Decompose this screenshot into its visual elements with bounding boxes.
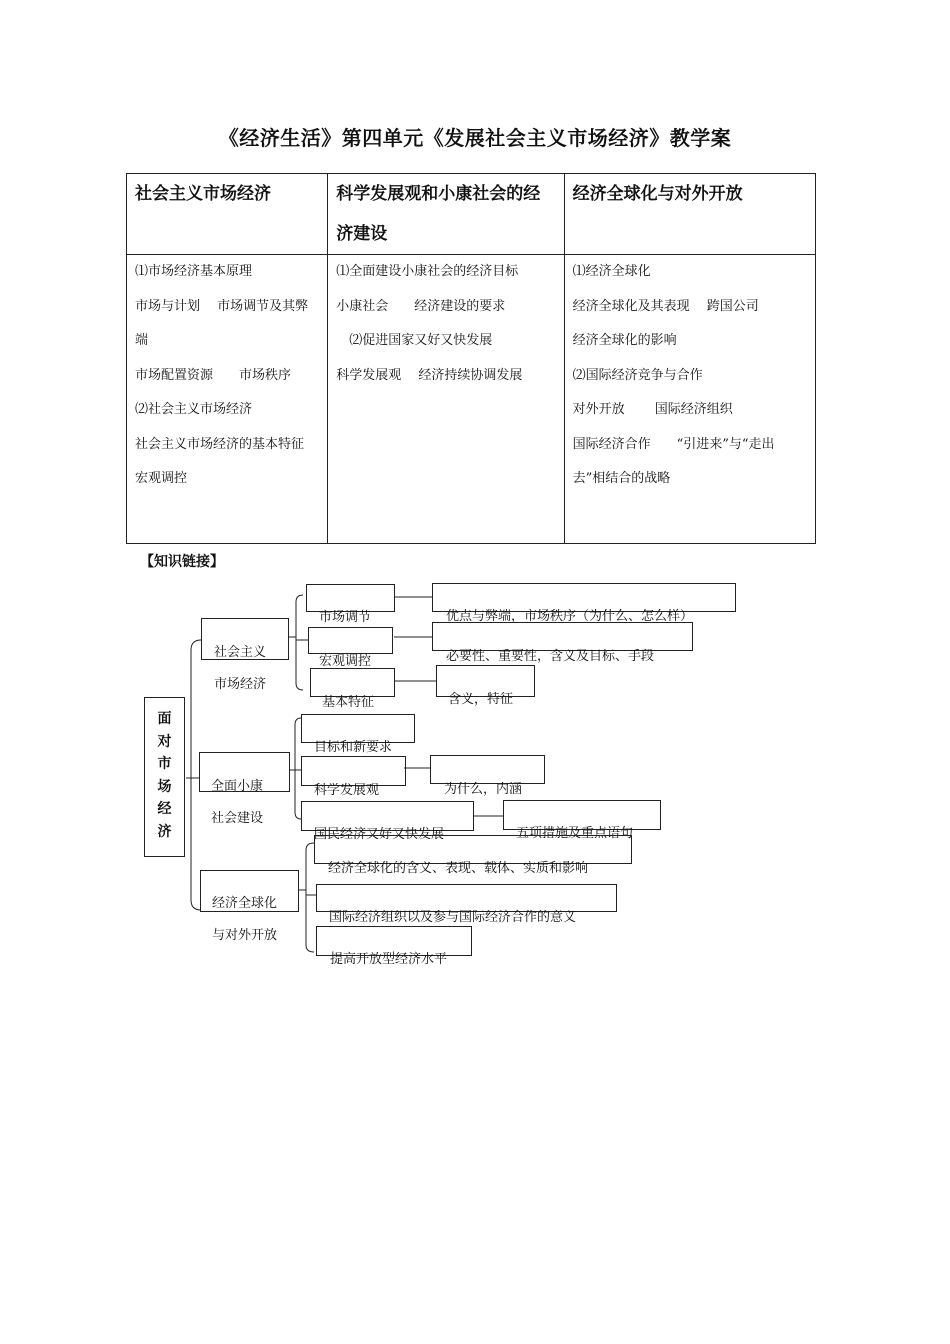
list-item: 宏观调控 bbox=[135, 471, 188, 486]
list-item: ⑵国际经济竞争与合作 bbox=[572, 367, 703, 383]
diagram-root bbox=[144, 697, 185, 857]
node-globalization-meaning: 经济全球化的含义、表现、载体、实质和影响 bbox=[328, 861, 589, 876]
detail-economy-development: 五项措施及重点语句 bbox=[516, 826, 634, 841]
list-item: ⑴全面建设小康社会的经济目标 bbox=[336, 264, 519, 279]
node-economy-development: 国民经济又好又快发展 bbox=[314, 827, 445, 842]
list-item: 市场配置资源 市场秩序 bbox=[135, 367, 292, 383]
table-header-globalization: 经济全球化与对外开放 bbox=[564, 174, 815, 255]
branch-market-economy-line2: 市场经济 bbox=[214, 677, 267, 692]
list-item: 市场与计划 市场调节及其弊端 bbox=[135, 298, 309, 348]
branch-globalization-line2: 与对外开放 bbox=[212, 928, 278, 943]
list-item: 经济全球化的影响 bbox=[572, 333, 677, 348]
detail-scientific-outlook: 为什么，内涵 bbox=[444, 782, 523, 797]
list-item: 科学发展观 经济持续协调发展 bbox=[336, 367, 523, 383]
list-item: 社会主义市场经济的基本特征 bbox=[135, 436, 305, 452]
detail-market-regulation: 优点与弊端，市场秩序（为什么、怎么样） bbox=[446, 609, 694, 624]
list-item: ⑴经济全球化 bbox=[572, 264, 651, 279]
list-item: ⑵社会主义市场经济 bbox=[135, 402, 253, 417]
list-item: 小康社会 经济建设的要求 bbox=[336, 298, 506, 314]
detail-macro-control: 必要性、重要性，含义及目标、手段 bbox=[446, 649, 655, 664]
section-label: 【知识链接】 bbox=[140, 554, 224, 570]
node-macro-control: 宏观调控 bbox=[319, 654, 372, 669]
node-economy-development-box bbox=[301, 801, 474, 842]
branch1-brace bbox=[288, 595, 308, 690]
node-open-economy-box bbox=[316, 926, 472, 967]
node-goals: 目标和新要求 bbox=[314, 740, 393, 755]
node-scientific-outlook: 科学发展观 bbox=[314, 783, 380, 798]
branch-globalization-line1: 经济全球化 bbox=[212, 896, 278, 911]
branch-market-economy-line1: 社会主义 bbox=[214, 645, 267, 660]
node-international-organizations: 国际经济组织以及参与国际经济合作的意义 bbox=[329, 910, 577, 925]
list-item: ⑵促进国家又好又快发展 bbox=[336, 333, 493, 348]
list-item: 对外开放 国际经济组织 bbox=[572, 402, 733, 417]
node-market-regulation: 市场调节 bbox=[319, 610, 372, 625]
list-item: 国际经济合作 “引进来”与“走出去”相结合的战略 bbox=[572, 436, 775, 486]
list-item: 经济全球化及其表现 跨国公司 bbox=[572, 298, 759, 314]
detail-basic-features: 含义，特征 bbox=[448, 692, 514, 707]
detail-economy-development-box bbox=[503, 800, 661, 841]
branch-well-off-society-line2: 社会建设 bbox=[211, 811, 264, 826]
page-title: 《经济生活》第四单元《发展社会主义市场经济》教学案 bbox=[218, 126, 732, 150]
diagram-root-label: 面对市场经济 bbox=[157, 711, 172, 840]
branch-well-off-society-line1: 全面小康 bbox=[211, 779, 264, 794]
node-open-economy: 提高开放型经济水平 bbox=[330, 952, 448, 967]
list-item: ⑴市场经济基本原理 bbox=[135, 264, 253, 279]
node-basic-features: 基本特征 bbox=[322, 695, 375, 710]
table-header-market-economy: 社会主义市场经济 bbox=[127, 174, 328, 255]
table-header-scientific-development: 科学发展观和小康社会的经济建设 bbox=[328, 174, 564, 255]
